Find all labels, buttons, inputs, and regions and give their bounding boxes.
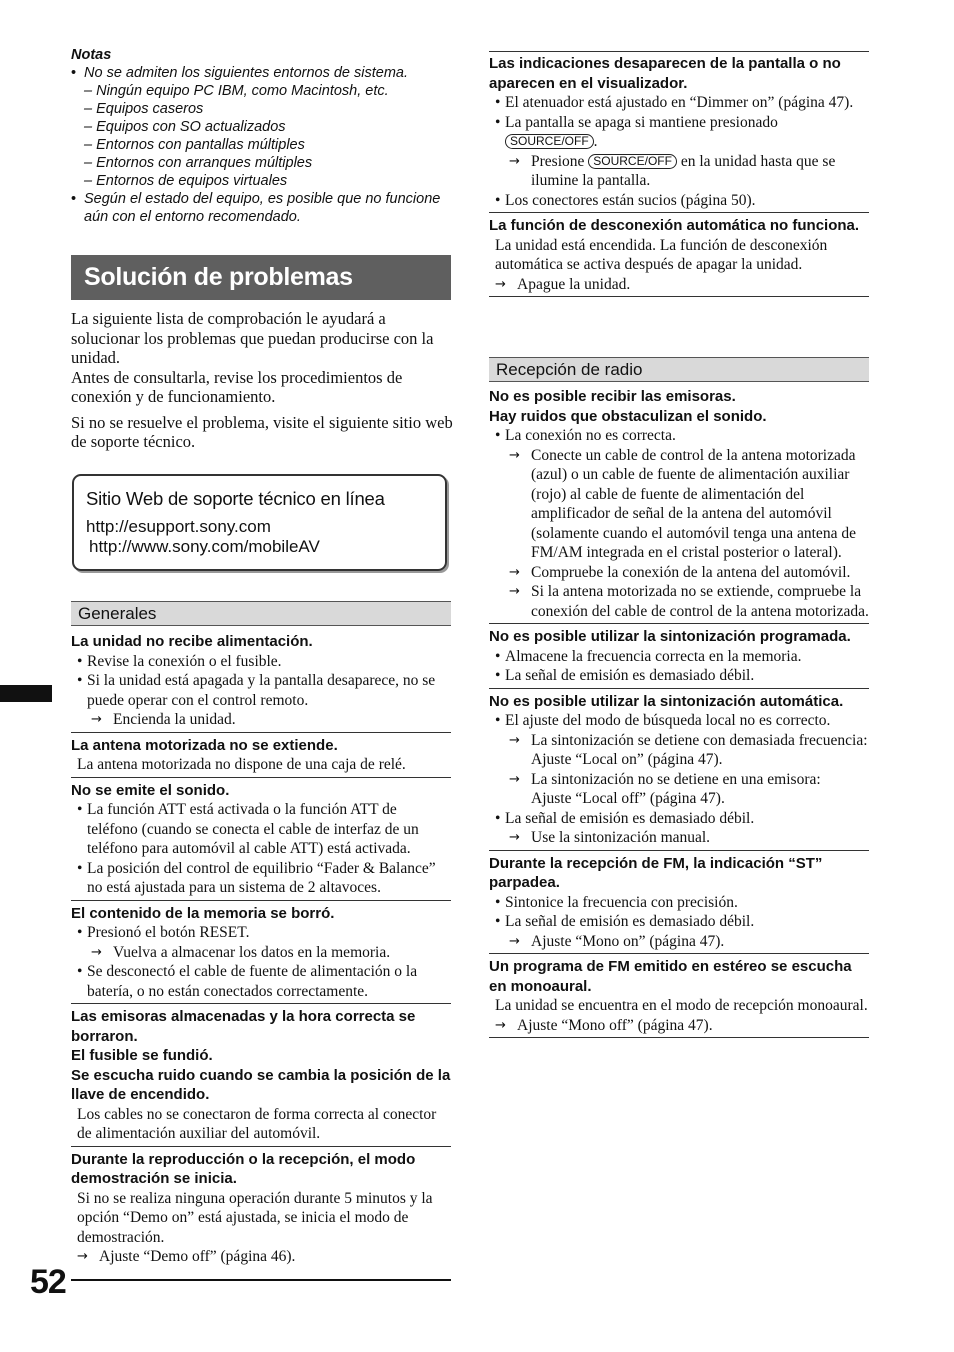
- cause-item: • La conexión no es correcta.: [489, 426, 869, 446]
- notes-sub-item: – Ningún equipo PC IBM, como Macintosh, etc.: [84, 83, 389, 99]
- problem-title: Durante la recepción de FM, la indicación “ST” parpadea.: [489, 854, 823, 891]
- cause-item: • El ajuste del modo de búsqueda local no es correcto.: [489, 711, 869, 731]
- cause-item: • La señal de emisión es demasiado débil.: [489, 809, 869, 829]
- solution-item: → Conecte un cable de control de la antena motorizada (azul) o un cable de fuente de alimentación auxiliar (rojo) al cable de fuente de alimentación del amplificador de señal de la antena del automóvil (solamente cuando el automóvil tenga una antena de FM/AM integrada en el cristal posterior o lateral).: [489, 446, 869, 563]
- solution-item: → Ajuste “Mono off” (página 47).: [489, 1016, 869, 1036]
- problem-title: Se escucha ruido cuando se cambia la posición de la llave de encendido.: [71, 1066, 451, 1103]
- cause-text-end: .: [593, 133, 598, 150]
- solution-item: [489, 152, 869, 191]
- cause-item: • La posición del control de equilibrio “Fader & Balance” no está ajustada para un sistema de 2 altavoces.: [71, 859, 451, 898]
- notes-bullet-2: • Según el estado del equipo, es posible que no funcione aún con el entorno recomendado.: [71, 190, 451, 226]
- section-heading: Generales: [71, 601, 451, 626]
- cause-item: • El atenuador está ajustado en “Dimmer on” (página 47).: [489, 93, 869, 113]
- page-title: Solución de problemas: [71, 255, 451, 300]
- intro: [71, 309, 453, 458]
- cause-text: La unidad está encendida. La función de desconexión automática se activa después de apagar la unidad.: [495, 236, 828, 273]
- problem-block: [489, 51, 869, 213]
- cause-item: • Presionó el botón RESET.: [71, 923, 451, 943]
- solution-item: → La sintonización se detiene con demasiada frecuencia:: [489, 731, 869, 751]
- cause-text: La antena motorizada no dispone de una caja de relé.: [77, 756, 406, 773]
- intro-text-1: La siguiente lista de comprobación le ayudará a solucionar los problemas que puedan producirse con la unidad.: [71, 309, 434, 367]
- intro-text-2: Antes de consultarla, revise los procedimientos de conexión y de funcionamiento.: [71, 367, 403, 406]
- notes-bullet-1: • No se admiten los siguientes entornos de sistema.: [71, 64, 451, 82]
- section-display: [489, 51, 869, 300]
- cause-item: • Los conectores están sucios (página 50).: [489, 191, 869, 211]
- support-heading: Sitio Web de soporte técnico en línea: [86, 488, 385, 509]
- problem-block: [71, 632, 451, 733]
- cause-text: La unidad se encuentra en el modo de recepción monoaural.: [495, 997, 868, 1014]
- source-off-button-label: SOURCE/OFF: [505, 134, 594, 149]
- notes-title: Notas: [71, 47, 112, 63]
- solution-item: → Ajuste “Demo off” (página 46).: [71, 1247, 451, 1267]
- support-link-1[interactable]: http://esupport.sony.com: [86, 517, 271, 536]
- section-radio: [489, 357, 869, 1041]
- problem-title: Un programa de FM emitido en estéreo se escucha en monoaural.: [489, 958, 852, 995]
- cause-item: • Revise la conexión o el fusible.: [71, 652, 451, 672]
- solution-item: → Vuelva a almacenar los datos en la memoria.: [71, 943, 451, 963]
- problem-title: El fusible se fundió.: [71, 1047, 213, 1064]
- solution-item: → Ajuste “Mono on” (página 47).: [489, 932, 869, 952]
- cause-text: Si no se realiza ninguna operación durante 5 minutos y la opción “Demo on” está ajustada, se inicia el modo de demostración.: [77, 1189, 433, 1246]
- problem-block: [489, 957, 869, 1038]
- problem-title: No es posible utilizar la sintonización automática.: [489, 692, 844, 710]
- problem-title: No se emite el sonido.: [71, 781, 230, 799]
- problem-block: [71, 736, 451, 778]
- solution-text: Presione: [531, 152, 585, 170]
- cause-item: [489, 113, 869, 152]
- intro-paragraph: Si no se resuelve el problema, visite el siguiente sitio web de soporte técnico.: [71, 412, 453, 451]
- cause-item: • La señal de emisión es demasiado débil.: [489, 666, 869, 686]
- solution-item: → Use la sintonización manual.: [489, 828, 869, 848]
- cause-item: • Se desconectó el cable de fuente de alimentación o la batería, o no están conectados correctamente.: [71, 962, 451, 1001]
- problem-title: Las emisoras almacenadas y la hora correcta se borraron.: [71, 1008, 416, 1045]
- problem-block: [489, 627, 869, 689]
- problem-block: [489, 216, 869, 297]
- section-generales: [71, 601, 451, 1267]
- solution-text: en la unidad hasta que se ilumine la pantalla.: [531, 152, 836, 189]
- problem-block: [489, 854, 869, 955]
- cause-item: • La señal de emisión es demasiado débil.: [489, 912, 869, 932]
- intro-paragraph: [71, 309, 453, 407]
- problem-title: Las indicaciones desaparecen de la pantalla o no aparecen en el visualizador.: [489, 55, 841, 92]
- solution-item: → Si la antena motorizada no se extiende, compruebe la conexión del cable de control de la antena motorizada.: [489, 582, 869, 621]
- notes-sub-item: – Entornos con arranques múltiples: [84, 155, 313, 171]
- problem-title: Hay ruidos que obstaculizan el sonido.: [489, 407, 767, 425]
- solution-item: → Encienda la unidad.: [71, 710, 451, 730]
- support-link-2[interactable]: http://www.sony.com/mobileAV: [89, 537, 320, 556]
- section-tab-marker: [0, 685, 52, 702]
- solution-continuation: Ajuste “Local off” (página 47).: [531, 790, 725, 807]
- notes-sub-item: – Equipos con SO actualizados: [84, 119, 286, 135]
- problem-block: [71, 1150, 451, 1267]
- cause-text: La pantalla se apaga si mantiene presionado: [505, 113, 778, 131]
- notes-sub-item: – Entornos de equipos virtuales: [84, 173, 288, 189]
- problem-title: La función de desconexión automática no funciona.: [489, 217, 860, 234]
- source-off-button-label: SOURCE/OFF: [588, 154, 677, 169]
- notes: [71, 46, 451, 226]
- problem-block: [71, 904, 451, 1005]
- solution-item: → La sintonización no se detiene en una emisora:: [489, 770, 869, 790]
- bottom-rule: [71, 1279, 451, 1281]
- problem-title: La antena motorizada no se extiende.: [71, 736, 338, 754]
- problem-block: [71, 1007, 451, 1147]
- section-heading: Recepción de radio: [489, 357, 869, 382]
- notes-sub-item: – Entornos con pantallas múltiples: [84, 137, 305, 153]
- problem-block: [71, 781, 451, 901]
- solution-continuation: Ajuste “Local on” (página 47).: [531, 751, 723, 768]
- support-box: [72, 474, 447, 571]
- problem-title: La unidad no recibe alimentación.: [71, 633, 313, 650]
- cause-text: Los cables no se conectaron de forma correcta al conector de alimentación auxiliar del automóvil.: [77, 1105, 437, 1142]
- solution-item: → Compruebe la conexión de la antena del automóvil.: [489, 563, 869, 583]
- cause-item: • Si la unidad está apagada y la pantalla desaparece, no se puede operar con el control remoto.: [71, 671, 451, 710]
- problem-block: [489, 692, 869, 851]
- page-number: 52: [30, 1263, 66, 1301]
- problem-title: Durante la reproducción o la recepción, el modo demostración se inicia.: [71, 1150, 416, 1187]
- notes-sub-item: – Equipos caseros: [84, 101, 204, 117]
- problem-block: [489, 387, 869, 624]
- problem-title: El contenido de la memoria se borró.: [71, 904, 335, 922]
- cause-item: • Almacene la frecuencia correcta en la memoria.: [489, 647, 869, 667]
- cause-item: • La función ATT está activada o la función ATT de teléfono (cuando se conecta el cable de interfaz de un teléfono para automóvil al cable ATT) está activada.: [71, 800, 451, 859]
- problem-title: No es posible recibir las emisoras.: [489, 388, 736, 405]
- cause-item: • Sintonice la frecuencia con precisión.: [489, 893, 869, 913]
- problem-title: No es posible utilizar la sintonización programada.: [489, 628, 851, 645]
- solution-item: → Apague la unidad.: [489, 275, 869, 295]
